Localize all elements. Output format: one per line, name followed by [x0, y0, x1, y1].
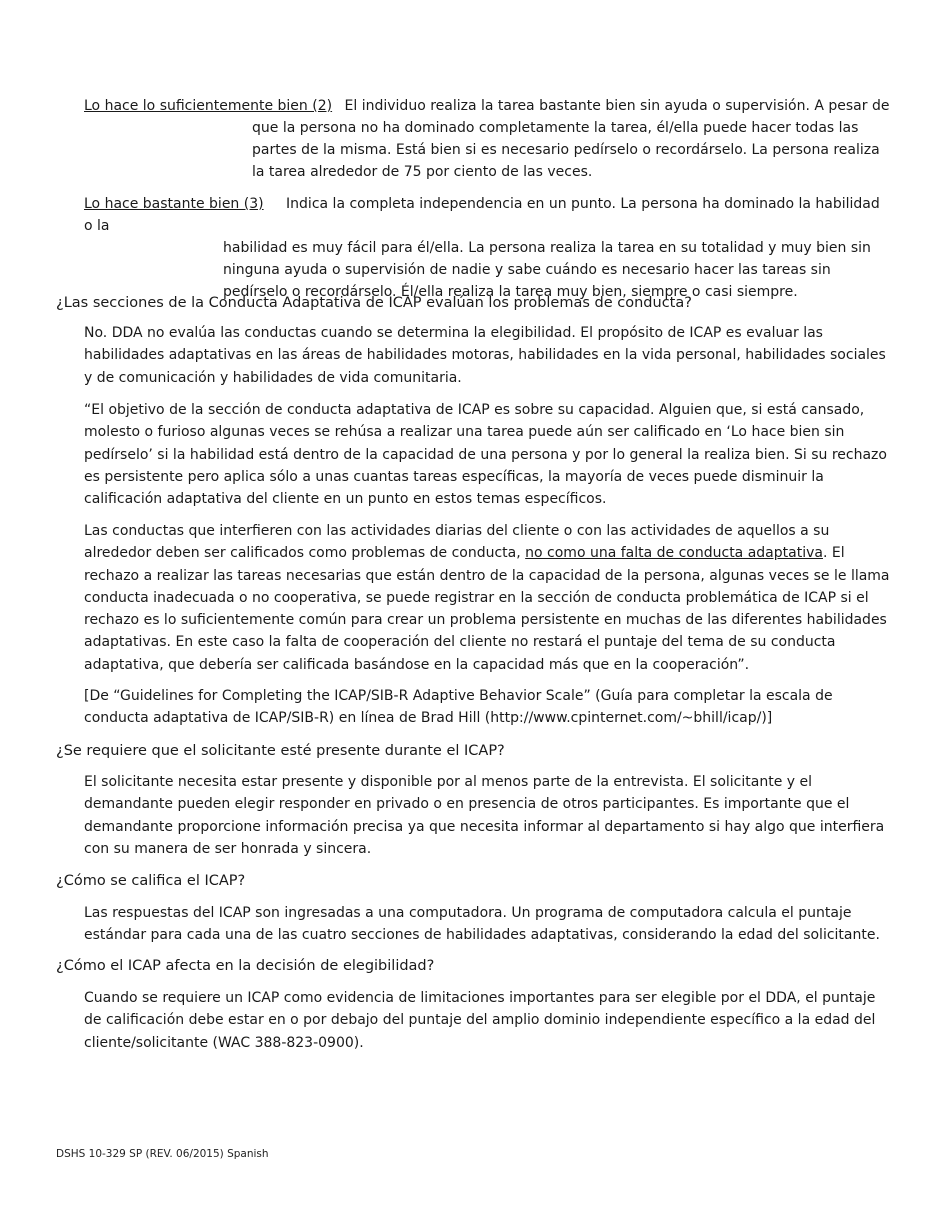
form-footer: DSHS 10-329 SP (REV. 06/2015) Spanish — [56, 1148, 269, 1160]
answer-paragraph: Cuando se requiere un ICAP como evidencia de limitaciones importantes para ser elegible por el DDA, el puntaje de calificación debe estar en o por debajo del puntaje del amplio dominio independiente específico a la edad del cliente/solicitante (WAC 388-823-0900). — [84, 990, 876, 1051]
question-heading: ¿Se requiere que el solicitante esté presente durante el ICAP? — [56, 743, 505, 759]
citation-paragraph: [De “Guidelines for Completing the ICAP/SIB-R Adaptive Behavior Scale” (Guía para completar la escala de conducta adaptativa de ICAP/SIB-R) en línea de Brad Hill (http://www.cpinternet.com/~bhill/icap/)] — [84, 688, 833, 727]
definition-continuation: que la persona no ha dominado completamente la tarea, él/ella puede hacer todas las partes de la misma. Está bien si es necesario pedírselo o recordárselo. La persona realiza la tarea alrededor de 75 por ciento de las veces. — [252, 120, 880, 180]
paragraph-text: Las conductas que interfieren con las actividades diarias del cliente o con las actividades de aquellos a su alrededor deben ser calificados como problemas de conducta, — [84, 523, 830, 562]
answer-paragraph — [84, 520, 894, 676]
definition-continuation: habilidad es muy fácil para él/ella. La persona realiza la tarea en su totalidad y muy bien sin ninguna ayuda o supervisión de nadie y sabe cuándo es necesario hacer las tareas sin pedírselo o recordárselo. Él/ella realiza la tarea muy bien, siempre o casi siempre. — [223, 240, 871, 300]
answer-paragraph: No. DDA no evalúa las conductas cuando se determina la elegibilidad. El propósito de ICAP es evaluar las habilidades adaptativas en las áreas de habilidades motoras, habilidades en la vida personal, habilidades sociales y de comunicación y habilidades de vida comunitaria. — [84, 325, 886, 386]
definition-item-2 — [84, 95, 892, 183]
question-heading: ¿Las secciones de la Conducta Adaptativa de ICAP evalúan los problemas de conducta? — [56, 295, 692, 311]
definition-first-line: Indica la completa independencia en un punto. La persona ha dominado la habilidad o la — [84, 196, 880, 234]
definition-first-line: El individuo realiza la tarea bastante bien sin ayuda o supervisión. A pesar de — [344, 98, 890, 114]
paragraph-text: . El rechazo a realizar las tareas necesarias que están dentro de la capacidad de la persona, algunas veces se le llama conducta inadecuada o no cooperativa, se puede registrar en la sección de conducta problemática de ICAP si el rechazo es lo suficientemente común para crear un problema persistente en muchas de las diferentes habilidades adaptativas. En este caso la falta de cooperación del cliente no restará el puntaje del tema de su conducta adaptativa, que debería ser calificada basándose en la capacidad más que en la cooperación”. — [84, 545, 890, 673]
underlined-phrase: no como una falta de conducta adaptativa — [525, 545, 823, 562]
answer-paragraph: El solicitante necesita estar presente y disponible por al menos parte de la entrevista. El solicitante y el demandante pueden elegir responder en privado o en presencia de otros participantes. Es importante que el demandante proporcione información precisa ya que necesita informar al departamento si hay algo que interfiera con su manera de ser honrada y sincera. — [84, 774, 885, 857]
question-heading: ¿Cómo el ICAP afecta en la decisión de elegibilidad? — [56, 958, 435, 974]
answer-paragraph: Las respuestas del ICAP son ingresadas a una computadora. Un programa de computadora calcula el puntaje estándar para cada una de las cuatro secciones de habilidades adaptativas, considerando la edad del solicitante. — [84, 905, 880, 944]
definition-term: Lo hace bastante bien (3) — [84, 196, 264, 212]
definition-term: Lo hace lo suficientemente bien (2) — [84, 98, 333, 114]
answer-paragraph: “El objetivo de la sección de conducta adaptativa de ICAP es sobre su capacidad. Alguien que, si está cansado, molesto o furioso algunas veces se rehúsa a realizar una tarea puede aún ser calificado en ‘Lo hace bien sin pedírselo’ si la habilidad está dentro de la capacidad de una persona y por lo general la realiza bien. Si su rechazo es persistente pero aplica sólo a unas cuantas tareas específicas, la mayoría de veces puede disminuir la calificación adaptativa del cliente en un punto en estos temas específicos. — [84, 402, 887, 508]
question-heading: ¿Cómo se califica el ICAP? — [56, 873, 246, 889]
definition-item-3 — [84, 193, 892, 303]
